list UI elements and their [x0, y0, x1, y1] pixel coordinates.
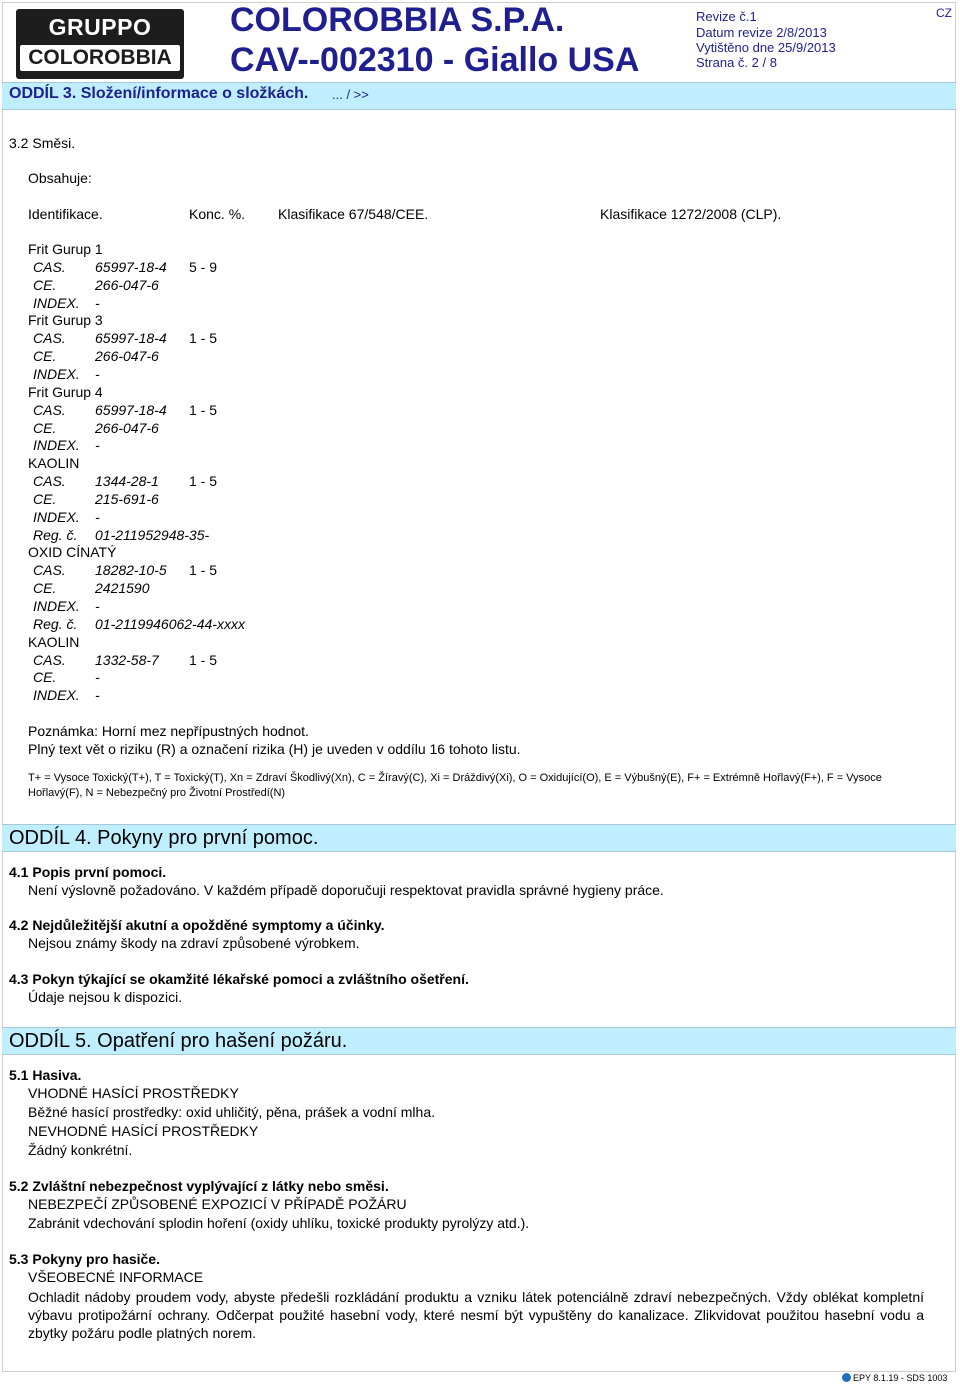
suitable-extinguishers-text: Běžné hasící prostředky: oxid uhličitý, pěna, prášek a vodní mlha. — [28, 1104, 435, 1120]
identifier-value: 65997-18-4 — [95, 402, 167, 418]
identifier-label: CE. — [33, 277, 57, 293]
column-identification: Identifikace. — [28, 206, 103, 222]
identifier-value: 266-047-6 — [95, 277, 159, 293]
hazard-legend-line-2: Hořlavý(F), N = Nebezpečný pro Životní Prostředí(N) — [28, 787, 286, 799]
section-3-header — [2, 82, 956, 110]
note-full-text: Plný text vět o riziku (R) a označení rizika (H) je uveden v oddílu 16 tohoto listu. — [28, 741, 521, 757]
column-classification-67-548: Klasifikace 67/548/CEE. — [278, 206, 429, 222]
firefighter-instructions-text: Ochladit nádoby proudem vody, abyste předešli rozkládání produktu a vzniku látek potenciálně zdraví nebezpečných. Vždy oblékat kompletní výbavu protipožární ochrany. Odčerpat použité hasební vody, které nesmí být vypuštěny do kanalizace. Zlikvidovat použitou hasební vodu a zbytky požáru podle platných norem. — [28, 1289, 924, 1341]
fire-exposure-hazard-text: Zabránit vdechování splodin hoření (oxidy uhlíku, toxické produkty pyrolýzy atd.). — [28, 1215, 530, 1231]
identifier-value: 18282-10-5 — [95, 562, 167, 578]
subsection-5-2-title: 5.2 Zvláštní nebezpečnost vyplývající z látky nebo směsi. — [9, 1178, 389, 1194]
identifier-value: - — [95, 509, 100, 525]
identifier-label: INDEX. — [33, 437, 80, 453]
identifier-label: INDEX. — [33, 687, 80, 703]
page-number: Strana č. 2 / 8 — [696, 55, 777, 70]
product-name: CAV--002310 - Giallo USA — [230, 41, 640, 79]
fire-exposure-hazard-heading: NEBEZPEČÍ ZPŮSOBENÉ EXPOZICÍ V PŘÍPADĚ POŽÁRU — [28, 1196, 407, 1212]
identifier-label: Reg. č. — [33, 616, 78, 632]
identifier-label: CAS. — [33, 259, 66, 275]
identifier-label: INDEX. — [33, 366, 80, 382]
suitable-extinguishers-heading: VHODNÉ HASÍCÍ PROSTŘEDKY — [28, 1085, 239, 1101]
epy-logo-icon — [842, 1373, 851, 1382]
company-logo — [16, 9, 184, 79]
unsuitable-extinguishers-text: Žádný konkrétní. — [28, 1142, 133, 1158]
concentration-value: 5 - 9 — [189, 259, 218, 275]
company-name: COLOROBBIA S.P.A. — [230, 1, 565, 39]
substance-name: KAOLIN — [28, 455, 80, 471]
revision-date: Datum revize 2/8/2013 — [696, 25, 827, 40]
identifier-label: CAS. — [33, 330, 66, 346]
identifier-label: CAS. — [33, 562, 66, 578]
subsection-4-2-title: 4.2 Nejdůležitější akutní a opožděné symptomy a účinky. — [9, 917, 385, 933]
substance-name: OXID CÍNATÝ — [28, 544, 117, 560]
substance-name: KAOLIN — [28, 634, 80, 650]
identifier-value: 01-2119946062-44-xxxx — [95, 616, 245, 632]
revision-number: Revize č.1 — [696, 9, 757, 24]
section-4-header — [2, 824, 956, 852]
concentration-value: 1 - 5 — [189, 330, 218, 346]
section-5-title: ODDÍL 5. Opatření pro hašení požáru. — [9, 1030, 348, 1052]
subsection-3-2-title: 3.2 Směsi. — [9, 135, 76, 151]
logo-line-2: COLOROBBIA — [20, 45, 180, 71]
unsuitable-extinguishers-heading: NEVHODNÉ HASÍCÍ PROSTŘEDKY — [28, 1123, 259, 1139]
identifier-label: INDEX. — [33, 295, 80, 311]
identifier-value: - — [95, 687, 100, 703]
subsection-4-1-title: 4.1 Popis první pomoci. — [9, 864, 167, 880]
identifier-value: 1332-58-7 — [95, 652, 159, 668]
identifier-label: CAS. — [33, 402, 66, 418]
substance-name: Frit Gurup 4 — [28, 384, 103, 400]
hazard-legend-line-1: T+ = Vysoce Toxický(T+), T = Toxický(T), Xn = Zdraví Škodlivý(Xn), C = Žíravý(C), Xi = Dráždivý(Xi), O = Oxidující(O), E = Výbušný(E), F+ = Extrémně Hořlavý(F+), F = Vysoce — [28, 772, 882, 784]
contains-label: Obsahuje: — [28, 170, 92, 186]
identifier-value: - — [95, 437, 100, 453]
subsection-4-1-text: Není výslovně požadováno. V každém případě doporučuji respektovat pravidla správné hygieny práce. — [28, 882, 664, 898]
subsection-4-3-text: Údaje nejsou k dispozici. — [28, 989, 183, 1005]
subsection-4-2-text: Nejsou známy škody na zdraví způsobené výrobkem. — [28, 935, 360, 951]
identifier-value: - — [95, 295, 100, 311]
identifier-value: - — [95, 669, 100, 685]
identifier-label: CE. — [33, 580, 57, 596]
identifier-label: CE. — [33, 669, 57, 685]
print-date: Vytištěno dne 25/9/2013 — [696, 40, 836, 55]
identifier-label: CAS. — [33, 652, 66, 668]
language-code: CZ — [936, 6, 952, 20]
identifier-label: CE. — [33, 348, 57, 364]
concentration-value: 1 - 5 — [189, 652, 218, 668]
general-info-heading: VŠEOBECNÉ INFORMACE — [28, 1269, 204, 1285]
identifier-label: CAS. — [33, 473, 66, 489]
column-classification-1272: Klasifikace 1272/2008 (CLP). — [600, 206, 782, 222]
identifier-value: 266-047-6 — [95, 420, 159, 436]
identifier-label: INDEX. — [33, 598, 80, 614]
substance-name: Frit Gurup 1 — [28, 241, 103, 257]
concentration-value: 1 - 5 — [189, 562, 218, 578]
identifier-value: 65997-18-4 — [95, 330, 167, 346]
footer-text: EPY 8.1.19 - SDS 1003 — [853, 1373, 948, 1383]
identifier-label: Reg. č. — [33, 527, 78, 543]
subsection-5-1-title: 5.1 Hasiva. — [9, 1067, 82, 1083]
identifier-value: 65997-18-4 — [95, 259, 167, 275]
logo-line-1: GRUPPO — [48, 14, 152, 40]
continued-marker: ... / >> — [332, 87, 369, 102]
concentration-value: 1 - 5 — [189, 402, 218, 418]
column-concentration: Konc. %. — [189, 206, 246, 222]
footer-version — [842, 1373, 947, 1383]
section-4-title: ODDÍL 4. Pokyny pro první pomoc. — [9, 827, 319, 849]
identifier-label: CE. — [33, 420, 57, 436]
note-upper-limit: Poznámka: Horní mez nepřípustných hodnot. — [28, 723, 309, 739]
concentration-value: 1 - 5 — [189, 473, 218, 489]
substance-name: Frit Gurup 3 — [28, 312, 103, 328]
section-5-header — [2, 1027, 956, 1055]
identifier-value: 1344-28-1 — [95, 473, 159, 489]
identifier-value: 01-211952948-35- — [95, 527, 210, 543]
identifier-value: - — [95, 598, 100, 614]
identifier-value: - — [95, 366, 100, 382]
identifier-label: CE. — [33, 491, 57, 507]
page-frame — [2, 2, 956, 1372]
identifier-value: 215-691-6 — [95, 491, 159, 507]
section-3-title: ODDÍL 3. Složení/informace o složkách. — [9, 85, 309, 102]
subsection-5-3-title: 5.3 Pokyny pro hasiče. — [9, 1251, 160, 1267]
identifier-value: 2421590 — [95, 580, 150, 596]
subsection-4-3-title: 4.3 Pokyn týkající se okamžité lékařské pomoci a zvláštního ošetření. — [9, 971, 469, 987]
identifier-label: INDEX. — [33, 509, 80, 525]
identifier-value: 266-047-6 — [95, 348, 159, 364]
